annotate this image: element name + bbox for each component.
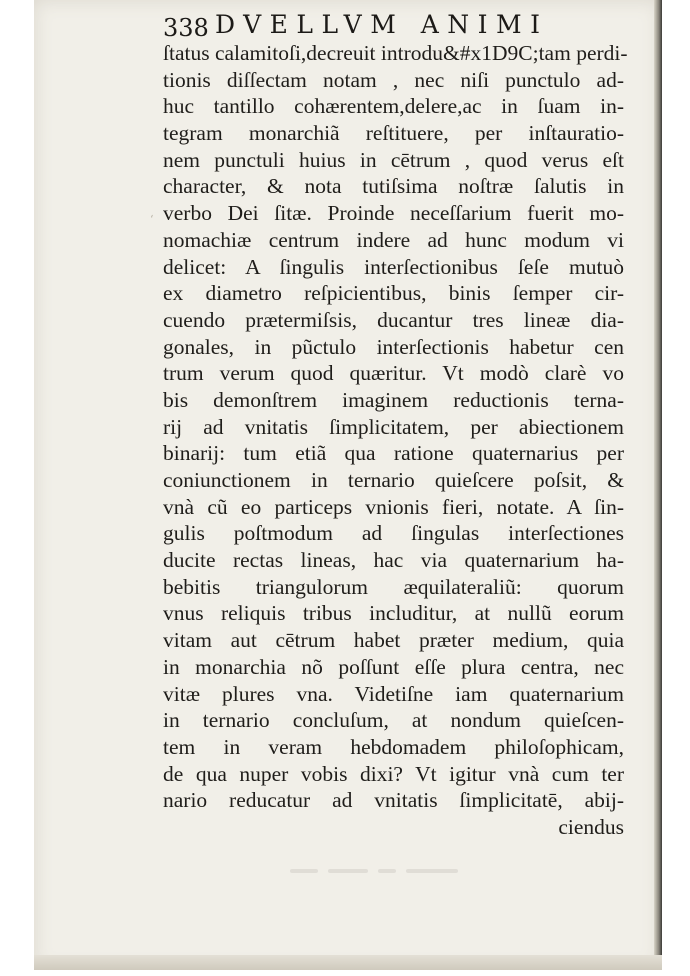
text-line: tem in veram hebdomadem philoſophicam,: [163, 734, 624, 759]
running-head: DVELLVM ANIMI: [215, 10, 549, 39]
text-line: character, & nota tutiſsima noſtræ ſalutis in: [163, 174, 624, 199]
text-line: vitam aut cētrum habet præter medium, quia: [163, 628, 624, 653]
text-line: in monarchia nõ poſſunt eſſe plura centra, nec: [163, 654, 624, 679]
margin-mark: ‘: [150, 213, 154, 226]
text-line: bebitis triangulorum æquilateraliũ: quorum: [163, 574, 624, 599]
text-line: vitæ plures vna. Videtiſne iam quaternarium: [163, 681, 624, 706]
text-line: verbo Dei ſitæ. Proinde neceſſarium fuerit mo-: [163, 201, 624, 226]
text-line: ſtatus calamitoſi,decreuit introdu&#x1D9C;tam perdi-: [163, 41, 628, 65]
show-through-text: [290, 860, 490, 880]
page-header: [163, 6, 593, 40]
page-number: 338: [163, 14, 209, 42]
text-line: binarij: tum etiã qua ratione quaternarius per: [163, 441, 624, 466]
text-line: ex diametro reſpicientibus, binis ſemper cir-: [163, 281, 624, 306]
body-text: [163, 40, 628, 841]
text-line: tionis diſſectam notam , nec niſi punctulo ad-: [163, 67, 624, 92]
text-line: huc tantillo cohærentem,delere,ac in ſuam in-: [163, 94, 624, 119]
text-line: vnus reliquis tribus includitur, at nullũ eorum: [163, 601, 624, 626]
text-line: bis demonſtrem imaginem reductionis terna-: [163, 387, 624, 412]
text-line: nario reducatur ad vnitatis ſimplicitatē, abij-: [163, 788, 624, 813]
text-line: vnà cũ eo particeps vnionis fieri, notate. A ſin-: [163, 494, 624, 519]
text-line: coniunctionem in ternario quieſcere poſsit, &: [163, 468, 624, 492]
text-line: in ternario concluſum, at nondum quieſcen-: [163, 708, 624, 733]
text-line: rij ad vnitatis ſimplicitatem, per abiectionem: [163, 414, 624, 439]
text-line: delicet: A ſingulis interſectionibus ſeſe mutuò: [163, 254, 624, 279]
text-line: trum verum quod quæritur. Vt modò clarè vo: [163, 361, 624, 386]
text-line: de qua nuper vobis dixi? Vt igitur vnà cum ter: [163, 761, 624, 786]
text-line: gulis poſtmodum ad ſingulas interſectiones: [163, 521, 624, 546]
text-line: nomachiæ centrum indere ad hunc modum vi: [163, 227, 624, 252]
page-edge-shadow: [654, 0, 662, 970]
text-line: ducite rectas lineas, hac via quaternarium ha-: [163, 548, 624, 573]
text-line: cuendo prætermiſsis, ducantur tres lineæ dia-: [163, 307, 624, 332]
catchword: ciendus: [558, 814, 624, 839]
text-line: tegram monarchiã reſtituere, per inſtauratio-: [163, 121, 624, 146]
page-bottom-shade: [34, 955, 662, 970]
text-line: nem punctuli huius in cētrum , quod verus eſt: [163, 147, 624, 172]
text-line: gonales, in pũctulo interſectionis habetur cen: [163, 334, 624, 359]
